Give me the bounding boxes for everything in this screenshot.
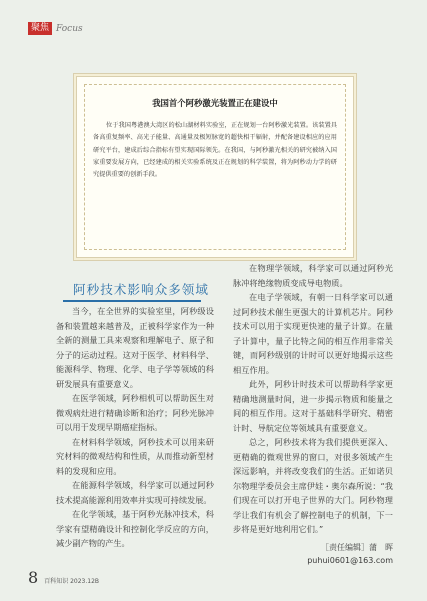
publication-info: 百科知识 2023.12B (44, 578, 100, 585)
section-header (28, 22, 83, 35)
paragraph: 在物理学领域，科学家可以通过阿秒光脉冲将绝缘物质变成导电物质。 (233, 263, 393, 288)
page-number: 8 (28, 568, 39, 587)
left-column (56, 304, 214, 551)
section-heading (73, 279, 211, 302)
paragraph: 此外，阿秒计时技术可以帮助科学家更精确地测量时间，进一步揭示物质和能量之间的相互作用。这对于基础科学研究、精密计时、导航定位等领域具有重要意义。 (233, 379, 393, 433)
right-column (233, 261, 393, 567)
focus-tag: 聚焦 (28, 22, 52, 35)
paragraph: 在材料科学领域，阿秒技术可以用来研究材料的微观结构和性质，从而推动新型材料的发现和应用。 (56, 436, 214, 476)
paragraph: 在电子学领域，有朝一日科学家可以通过阿秒技术催生更强大的计算机芯片。阿秒技术可以用于实现更快速的量子计算。在量子计算中，量子比特之间的相互作用非常关键，而阿秒级别的计时可以更好地揭示这些相互作用。 (233, 292, 393, 375)
paragraph: 在化学领域，基于阿秒光脉冲技术，科学家有望精确设计和控制化学反应的方向，减少副产物的产生。 (56, 509, 214, 548)
editor-credit: ［责任编辑］蒲 晖 (321, 542, 393, 552)
section-title: 阿秒技术影响众多领域 (73, 282, 209, 297)
paragraph: 在能源科学领域，科学家可以通过阿秒技术提高能源利用效率并实现可持续发展。 (56, 480, 214, 505)
section-underline (63, 300, 201, 302)
paragraph: 当今，在全世界的实验室里，阿秒级设备和装置越来越普及，正被科学家作为一种全新的测量工具来观察和理解电子、原子和分子的运动过程。这对于医学、材料科学、能源科学、物理、化学、电子学等领域的科研发展具有重要意义。 (56, 306, 214, 389)
focus-tag-english: Focus (56, 23, 83, 34)
info-box (76, 76, 354, 258)
info-box-text: 位于我国粤港澳大湾区的松山湖材料实验室，正在规划一台阿秒激光装置。该装置具备高重复频率、高光子能量、高通量及极短脉宽的超快相干辐射，并配备建设相应的应用研究平台，建成后综合指标有望实现国际领先。在我国，与阿秒激光相关的研究被纳入国家重要发展方向，已经建成的相关实验系统及正在规划的科学装置，将为阿秒动力学的研究提供重要的创新手段。 (93, 122, 337, 179)
page-footer (28, 568, 99, 587)
paragraph: 总之，阿秒技术将为我们提供更深入、更精确的微观世界的窗口，对很多领域产生深远影响，并将改变我们的生活。正如诺贝尔物理学委员会主席伊娃・奥尔森所说：“我们现在可以打开电子世界的大门。阿秒物理学让我们有机会了解控制电子的机制，下一步将是更好地利用它们。” (233, 437, 393, 534)
paragraph: 在医学领域，阿秒相机可以帮助医生对微观病灶进行精确诊断和治疗；阿秒光脉冲可以用于发现早期癌症指标。 (56, 393, 214, 432)
editor-email: puhui0601@163.com (307, 555, 393, 565)
info-box-title: 我国首个阿秒激光装置正在建设中 (152, 98, 278, 108)
